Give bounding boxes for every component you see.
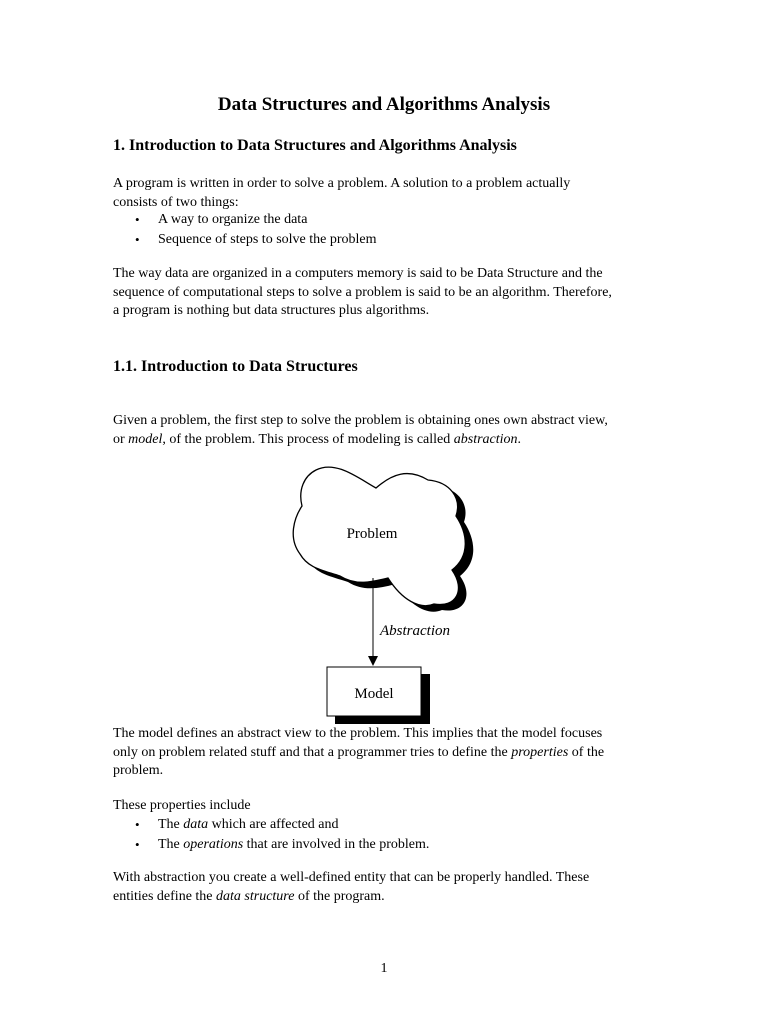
section-1-1-paragraph-3: These properties include xyxy=(113,798,251,813)
text-run: of the program. xyxy=(294,888,385,904)
text-run: The xyxy=(158,817,184,832)
list-item-text: A way to organize the data xyxy=(158,212,308,227)
section-1-1-paragraph-1 xyxy=(113,412,658,449)
abstraction-diagram xyxy=(280,460,490,730)
section-1-1-heading: 1.1. Introduction to Data Structures xyxy=(113,358,358,375)
bullet-icon: • xyxy=(135,837,140,852)
intro-line-1: A program is written in order to solve a problem. A solution to a problem actually xyxy=(113,176,571,191)
para2-line-1: The way data are organized in a computers memory is said to be Data Structure and the xyxy=(113,266,603,281)
emphasis-operations: operations xyxy=(183,837,244,852)
bullet-icon: • xyxy=(135,817,140,832)
list-item xyxy=(113,210,658,230)
emphasis-properties: properties xyxy=(511,744,569,760)
section-1-1-paragraph-4 xyxy=(113,869,658,906)
text-run: , of the problem. This process of modeling is called xyxy=(162,431,454,447)
list-item xyxy=(113,815,658,835)
problem-label: Problem xyxy=(346,526,398,542)
section-1-intro xyxy=(113,175,658,212)
emphasis-abstraction: abstraction xyxy=(453,431,518,447)
text-run: . xyxy=(517,431,522,447)
section-1-paragraph-2 xyxy=(113,265,658,321)
list-item-text: Sequence of steps to solve the problem xyxy=(158,232,377,247)
model-label: Model xyxy=(354,686,394,702)
text-run: entities define the xyxy=(113,888,217,904)
text-line: The model defines an abstract view to the problem. This implies that the model focuses xyxy=(113,726,603,741)
document-title: Data Structures and Algorithms Analysis xyxy=(217,94,551,115)
text-line: With abstraction you create a well-defined entity that can be properly handled. These xyxy=(113,870,590,885)
text-line: Given a problem, the first step to solve the problem is obtaining ones own abstract view, xyxy=(113,413,608,428)
emphasis-model: model xyxy=(128,431,163,447)
text-run: The xyxy=(158,837,184,852)
emphasis-data: data xyxy=(183,817,209,832)
bullet-icon: • xyxy=(135,232,140,247)
page-number: 1 xyxy=(380,961,388,976)
text-run: that are involved in the problem. xyxy=(243,837,430,852)
text-line: problem. xyxy=(113,763,164,778)
intro-line-2: consists of two things: xyxy=(113,194,239,210)
text-run: or xyxy=(113,431,129,447)
text-run: only on problem related stuff and that a programmer tries to define the xyxy=(113,744,512,760)
abstraction-label: Abstraction xyxy=(380,623,450,639)
properties-list xyxy=(113,815,658,855)
section-1-heading: 1. Introduction to Data Structures and Algorithms Analysis xyxy=(113,137,517,154)
section-1-bullets xyxy=(113,210,658,250)
list-item xyxy=(113,835,658,855)
para2-line-2: sequence of computational steps to solve a problem is said to be an algorithm. Therefore, xyxy=(113,284,612,300)
text-run: which are affected and xyxy=(208,817,339,832)
para2-line-3: a program is nothing but data structures plus algorithms. xyxy=(113,303,430,318)
arrow-head-icon xyxy=(368,656,378,666)
section-1-1-paragraph-2 xyxy=(113,725,658,781)
list-item xyxy=(113,230,658,250)
bullet-icon: • xyxy=(135,212,140,227)
emphasis-data-structure: data structure xyxy=(216,888,295,904)
text-run: of the xyxy=(568,744,605,760)
